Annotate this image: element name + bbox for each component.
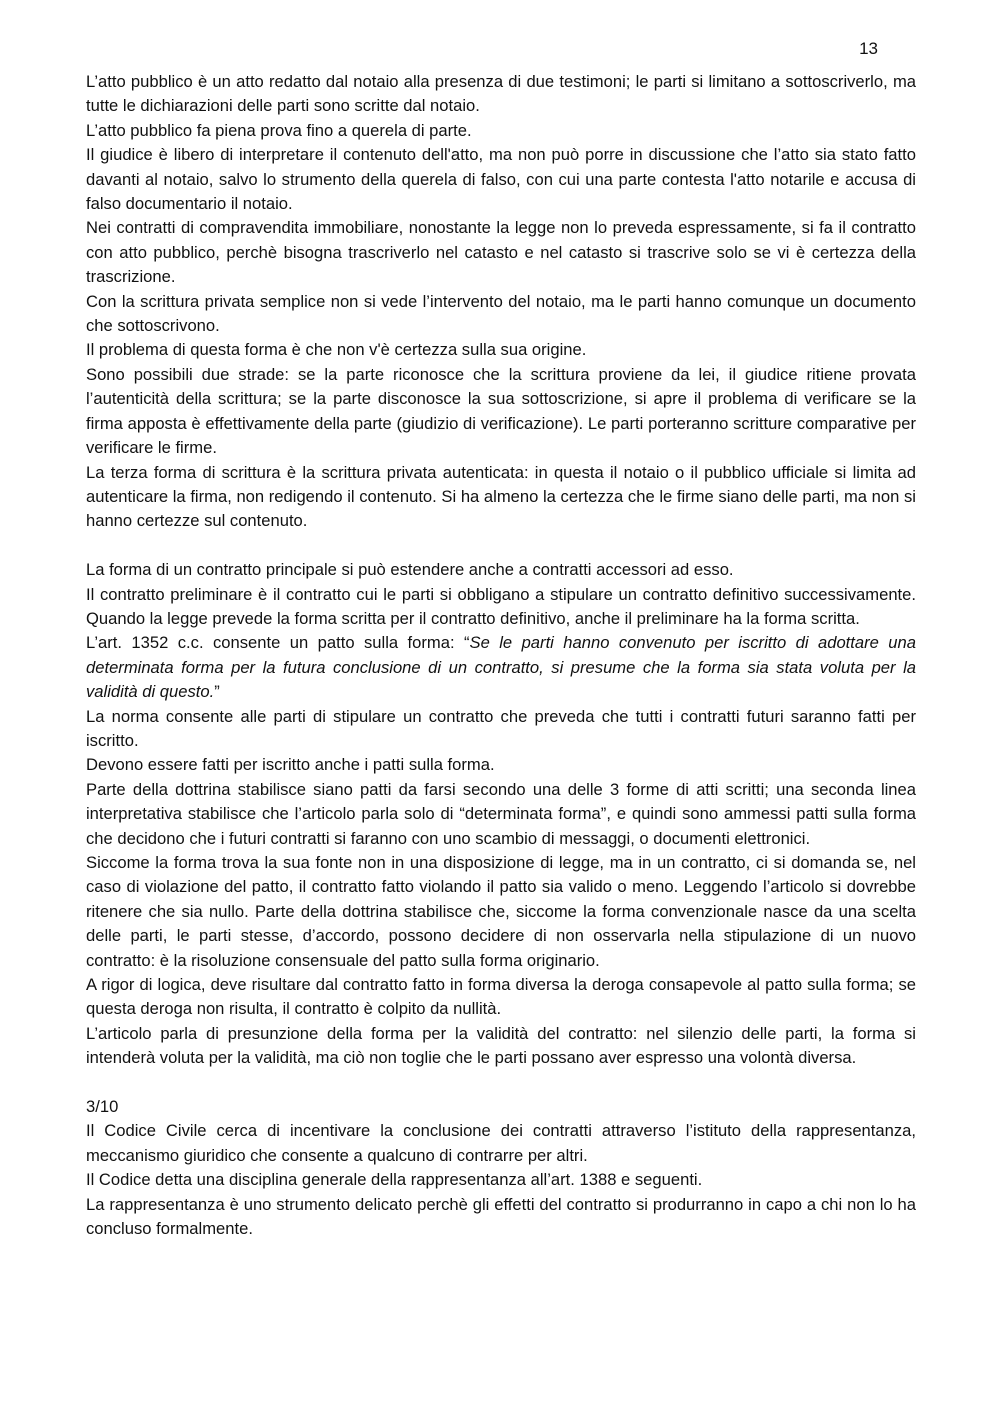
paragraph: Il giudice è libero di interpretare il contenuto dell'atto, ma non può porre in discussione che l’atto sia stato fatto davanti al notaio, salvo lo strumento della querela di falso, con cui una parte contesta l'atto notarile e accusa di falso documentario il notaio. — [86, 145, 916, 214]
document-body — [86, 70, 916, 1241]
paragraph: A rigor di logica, deve risultare dal contratto fatto in forma diversa la deroga consapevole al patto sulla forma; se questa deroga non risulta, il contratto è colpito da nullità. — [86, 975, 916, 1019]
article-intro: L’art. 1352 c.c. consente un patto sulla forma: “ — [86, 633, 470, 653]
paragraph: Devono essere fatti per iscritto anche i patti sulla forma. — [86, 755, 495, 775]
paragraph: Siccome la forma trova la sua fonte non in una disposizione di legge, ma in un contratto, ci si domanda se, nel caso di violazione del patto, il contratto fatto violando il patto sia valido o meno. Leggendo l’articolo si dovrebbe ritenere che sia nullo. Parte della dottrina stabilisce che, siccome la forma convenzionale nasce da una scelta delle parti, le parti stesse, d’accordo, possono decidere di non osservarla nella stipulazione di un nuovo contratto: è la risoluzione consensuale del patto sulla forma originario. — [86, 852, 916, 970]
paragraph: Il Codice Civile cerca di incentivare la conclusione dei contratti attraverso l’istituto della rappresentanza, meccanismo giuridico che consente a qualcuno di contrarre per altri. — [86, 1121, 916, 1165]
paragraph: La norma consente alle parti di stipulare un contratto che preveda che tutti i contratti futuri saranno fatti per iscritto. — [86, 706, 916, 750]
paragraph: La terza forma di scrittura è la scrittura privata autenticata: in questa il notaio o il pubblico ufficiale si limita ad autenticare la firma, non redigendo il contenuto. Si ha almeno la certezza che le firme siano delle parti, ma non si hanno certezze sul contenuto. — [86, 462, 916, 531]
paragraph: Il contratto preliminare è il contratto cui le parti si obbligano a stipulare un contratto definitivo successivamente. Quando la legge prevede la forma scritta per il contratto definitivo, anche il preliminare ha la forma scritta. — [86, 584, 916, 628]
paragraph: Il Codice detta una disciplina generale della rappresentanza all’art. 1388 e seguenti. — [86, 1170, 703, 1190]
paragraph: Parte della dottrina stabilisce siano patti da farsi secondo una delle 3 forme di atti scritti; una seconda linea interpretativa stabilisce che l’articolo parla solo di “determinata forma”, e quindi sono ammessi patti sulla forma che decidono che i futuri contratti si faranno con uno scambio di messaggi, o documenti elettronici. — [86, 779, 916, 848]
page-number: 13 — [859, 39, 878, 58]
paragraph: L’atto pubblico è un atto redatto dal notaio alla presenza di due testimoni; le parti si limitano a sottoscriverlo, ma tutte le dichiarazioni delle parti sono scritte dal notaio. — [86, 72, 916, 116]
article-1352-paragraph — [86, 631, 916, 704]
paragraph: Sono possibili due strade: se la parte riconosce che la scrittura proviene da lei, il giudice ritiene provata l’autenticità della scrittura; se la parte disconosce la sua sottoscrizione, si apre il problema di verificare se la firma apposta è effettivamente della parte (giudizio di verificazione). Le parti porteranno scritture comparative per verificare le firme. — [86, 364, 916, 458]
paragraph: Nei contratti di compravendita immobiliare, nonostante la legge non lo preveda espressamente, si fa il contratto con atto pubblico, perchè bisogna trascriverlo nel catasto e nel catasto si trascrive solo se vi è certezza della trascrizione. — [86, 218, 916, 287]
paragraph: La rappresentanza è uno strumento delicato perchè gli effetti del contratto si produrranno in capo a chi non lo ha concluso formalmente. — [86, 1194, 916, 1239]
paragraph: L’articolo parla di presunzione della forma per la validità del contratto: nel silenzio delle parti, la forma si intenderà voluta per la validità, ma ciò non toglie che le parti possano aver espresso una volontà diversa. — [86, 1023, 916, 1068]
date-heading: 3/10 — [86, 1097, 119, 1117]
paragraph: Con la scrittura privata semplice non si vede l’intervento del notaio, ma le parti hanno comunque un documento che sottoscrivono. — [86, 291, 916, 336]
blank-line — [86, 534, 916, 558]
article-quote-close: ” — [214, 682, 220, 702]
paragraph: Il problema di questa forma è che non v'è certezza sulla sua origine. — [86, 340, 587, 360]
blank-line — [86, 1071, 916, 1095]
paragraph: La forma di un contratto principale si può estendere anche a contratti accessori ad esso. — [86, 560, 734, 580]
article-quote: Se le parti hanno convenuto per iscritto di adottare una determinata forma per la futura conclusione di un contratto, si presume che la forma sia stata voluta per la validità di questo. — [86, 633, 916, 702]
paragraph: L’atto pubblico fa piena prova fino a querela di parte. — [86, 120, 472, 140]
